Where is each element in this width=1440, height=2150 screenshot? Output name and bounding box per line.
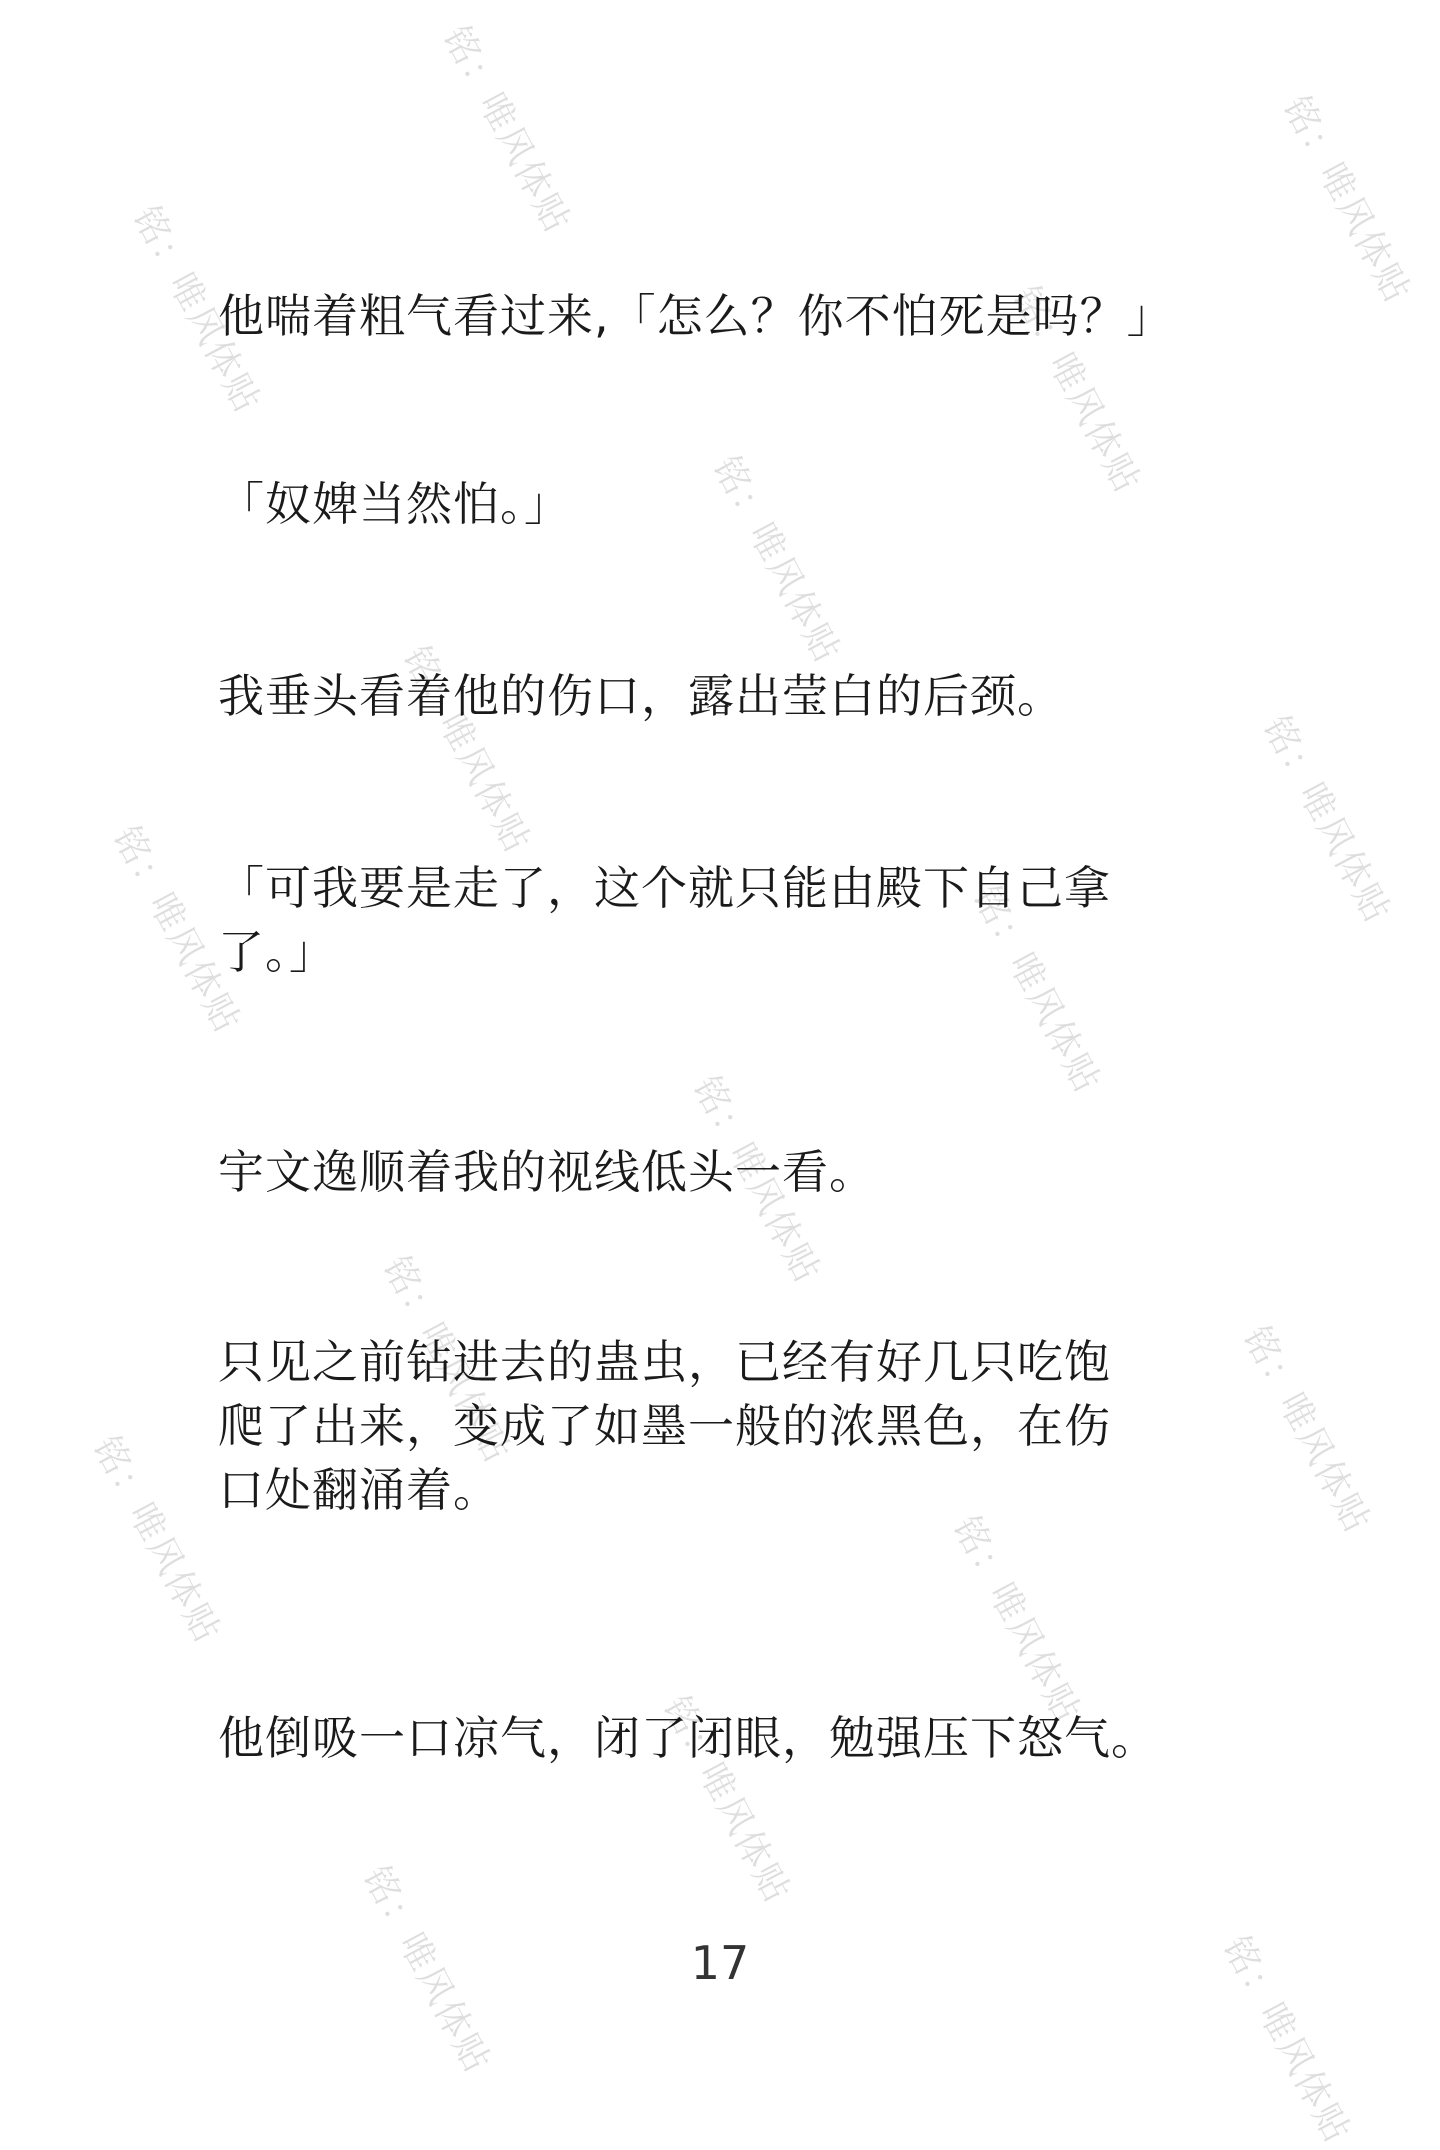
watermark: 铭：唯风体贴	[684, 1069, 828, 1291]
watermark: 铭：唯风体贴	[1274, 89, 1418, 311]
paragraph-5: 宇文逸顺着我的视线低头一看。	[218, 1145, 876, 1199]
watermark: 铭：唯风体贴	[1234, 1319, 1378, 1541]
watermark: 铭：唯风体贴	[394, 639, 538, 861]
watermark: 铭：唯风体贴	[1254, 709, 1398, 931]
watermark: 铭：唯风体贴	[704, 449, 848, 671]
watermark: 铭：唯风体贴	[944, 1509, 1088, 1731]
watermark: 铭：唯风体贴	[1004, 279, 1148, 501]
paragraph-6: 只见之前钻进去的蛊虫，已经有好几只吃饱 爬了出来，变成了如墨一般的浓黑色，在伤 口处翻涌着。	[218, 1335, 1111, 1517]
watermark: 铭：唯风体贴	[84, 1429, 228, 1651]
paragraph-7: 他倒吸一口凉气，闭了闭眼，勉强压下怒气。	[218, 1711, 1158, 1765]
watermark: 铭：唯风体贴	[374, 1249, 518, 1471]
watermark: 铭：唯风体贴	[104, 819, 248, 1041]
paragraph-4: 「可我要是走了，这个就只能由殿下自己拿 了。」	[218, 861, 1111, 979]
watermark: 铭：唯风体贴	[1214, 1929, 1358, 2150]
watermark: 铭：唯风体贴	[354, 1859, 498, 2081]
paragraph-3: 我垂头看着他的伤口，露出莹白的后颈。	[218, 669, 1064, 723]
watermark: 铭：唯风体贴	[434, 19, 578, 241]
page-number: 17	[690, 1936, 750, 1990]
watermark: 铭：唯风体贴	[964, 879, 1108, 1101]
paragraph-2: 「奴婢当然怕。」	[218, 477, 571, 531]
watermark: 铭：唯风体贴	[654, 1689, 798, 1911]
watermark: 铭：唯风体贴	[124, 199, 268, 421]
paragraph-1: 他喘着粗气看过来,「怎么？你不怕死是吗？」	[218, 289, 1174, 343]
